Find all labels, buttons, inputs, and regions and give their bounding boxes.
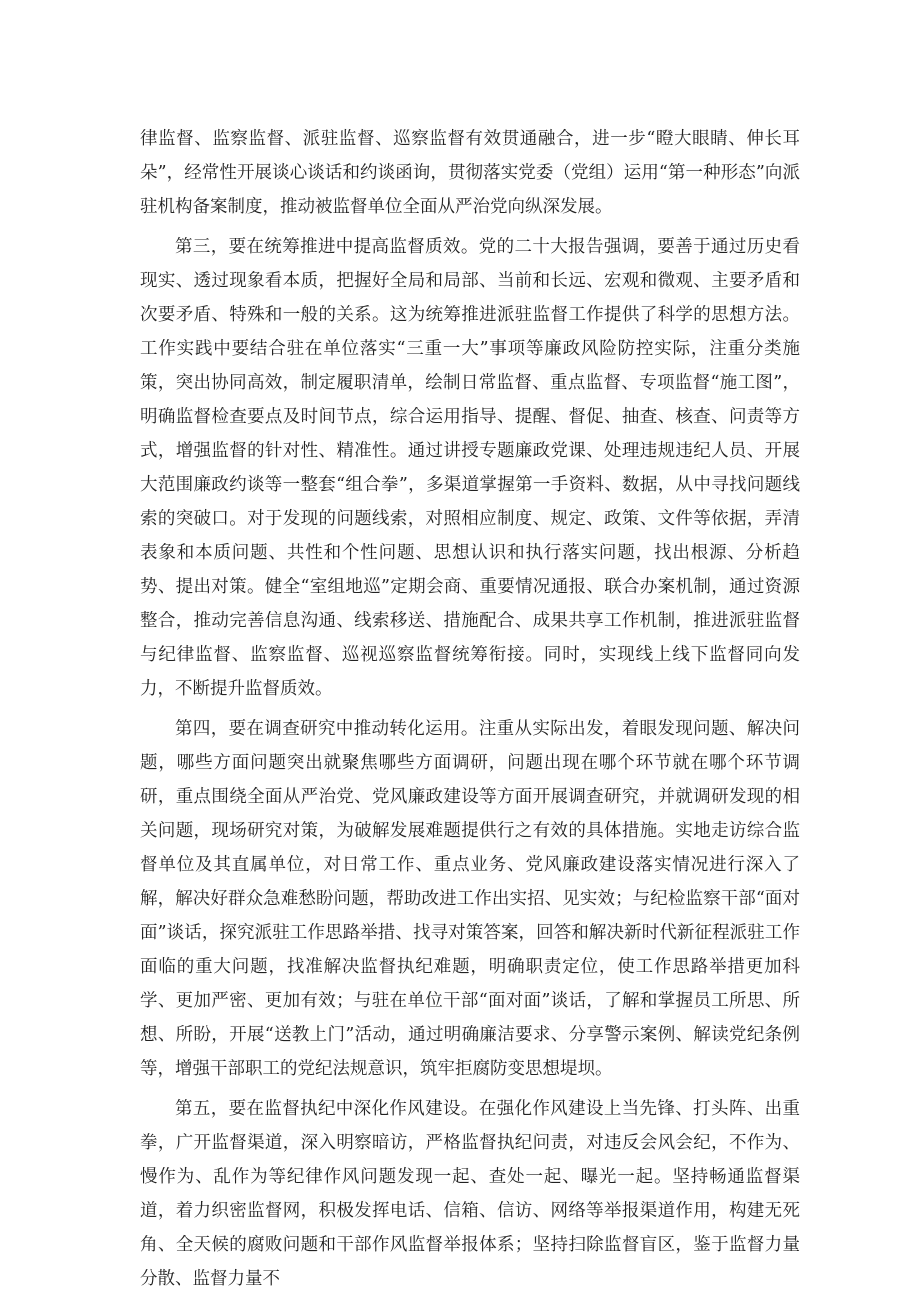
paragraph-fourth-point: 第四，要在调查研究中推动转化运用。注重从实际出发，着眼发现问题、解决问题，哪些方面问题突出就聚焦哪些方面调研，问题出现在哪个环节就在哪个环节调研，重点围绕全面从严治党、党风廉政建设等方面开展调查研究，并就调研发现的相关问题，现场研究对策，为破解发展难题提供行之有效的具体措施。实地走访综合监督单位及其直属单位，对日常工作、重点业务、党风廉政建设落实情况进行深入了解，解决好群众急难愁盼问题，帮助改进工作出实招、见实效；与纪检监察干部“面对面”谈话，探究派驻工作思路举措、找寻对策答案，回答和解决新时代新征程派驻工作面临的重大问题，找准解决监督执纪难题，明确职责定位，使工作思路举措更加科学、更加严密、更加有效；与驻在单位干部“面对面”谈话，了解和掌握员工所思、所想、所盼，开展“送教上门”活动，通过明确廉洁要求、分享警示案例、解读党纪条例等，增强干部职工的党纪法规意识，筑牢拒腐防变思想堤坝。 [140, 719, 800, 1079]
document-body [140, 122, 800, 1302]
paragraph-fifth-point: 第五，要在监督执纪中深化作风建设。在强化作风建设上当先锋、打头阵、出重拳，广开监督渠道，深入明察暗访，严格监督执纪问责，对违反会风会纪，不作为、慢作为、乱作为等纪律作风问题发现一起、查处一起、曝光一起。坚持畅通监督渠道，着力织密监督网，积极发挥电话、信箱、信访、网络等举报渠道作用，构建无死角、全天候的腐败问题和干部作风监督举报体系；坚持扫除监督盲区，鉴于监督力量分散、监督力量不 [140, 1099, 800, 1289]
paragraph-third-point: 第三，要在统筹推进中提高监督质效。党的二十大报告强调，要善于通过历史看现实、透过现象看本质，把握好全局和局部、当前和长远、宏观和微观、主要矛盾和次要矛盾、特殊和一般的关系。这为统筹推进派驻监督工作提供了科学的思想方法。工作实践中要结合驻在单位落实“三重一大”事项等廉政风险防控实际，注重分类施策，突出协同高效，制定履职清单，绘制日常监督、重点监督、专项监督“施工图”，明确监督检查要点及时间节点，综合运用指导、提醒、督促、抽查、核查、问责等方式，增强监督的针对性、精准性。通过讲授专题廉政党课、处理违规违纪人员、开展大范围廉政约谈等一整套“组合拳”，多渠道掌握第一手资料、数据，从中寻找问题线索的突破口。对于发现的问题线索，对照相应制度、规定、政策、文件等依据，弄清表象和本质问题、共性和个性问题、思想认识和执行落实问题，找出根源、分析趋势、提出对策。健全“室组地巡”定期会商、重要情况通报、联合办案机制，通过资源整合，推动完善信息沟通、线索移送、措施配合、成果共享工作机制，推进派驻监督与纪律监督、监察监督、巡视巡察监督统筹衔接。同时，实现线上线下监督同向发力，不断提升监督质效。 [140, 237, 800, 699]
paragraph-continuation: 律监督、监察监督、派驻监督、巡察监督有效贯通融合，进一步“瞪大眼睛、伸长耳朵”，经常性开展谈心谈话和约谈函询，贯彻落实党委（党组）运用“第一种形态”向派驻机构备案制度，推动被监督单位全面从严治党向纵深发展。 [140, 129, 800, 217]
